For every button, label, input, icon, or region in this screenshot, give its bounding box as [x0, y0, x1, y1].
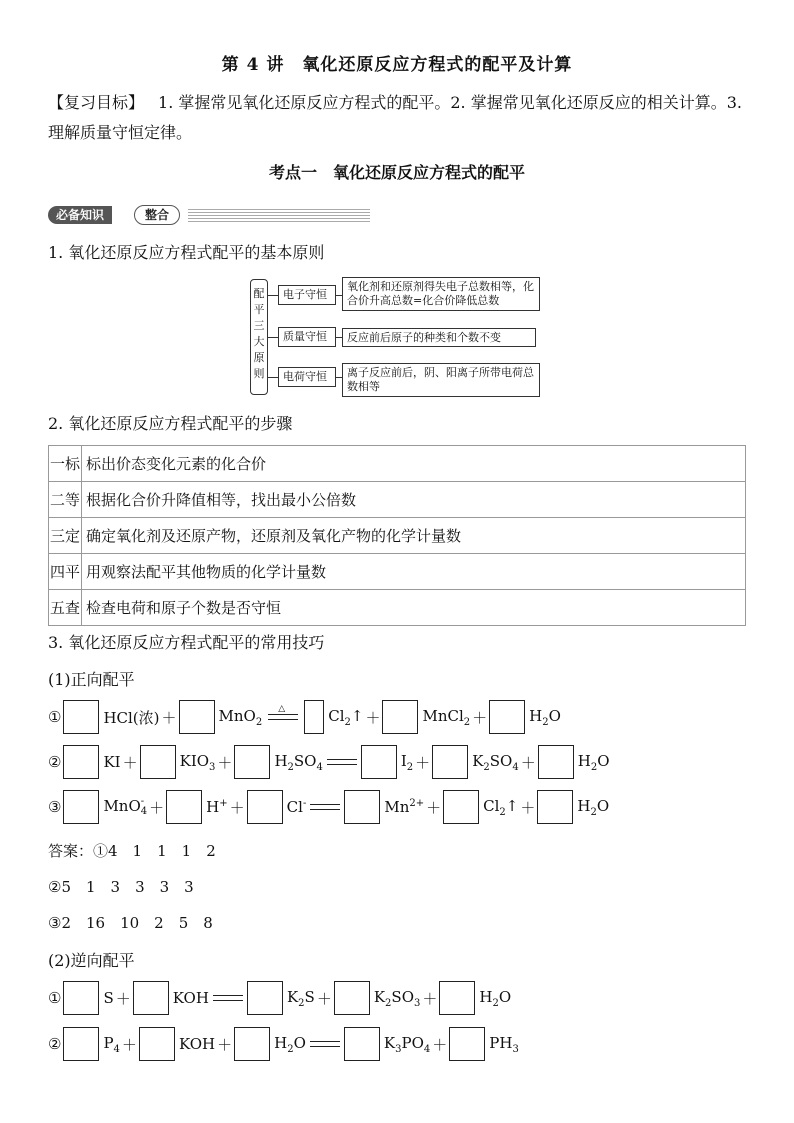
step-key: 三定 — [49, 518, 82, 554]
plus-sign: ＋ — [217, 1035, 233, 1054]
connector — [268, 337, 278, 338]
coefficient-box[interactable] — [538, 745, 574, 779]
heat-equals-sign — [268, 704, 298, 720]
coefficient-box[interactable] — [432, 745, 468, 779]
table-row — [49, 446, 746, 482]
formula: $Mn^{2+}$ — [384, 798, 425, 816]
formula: KI — [103, 753, 121, 771]
plus-sign: ＋ — [217, 753, 233, 772]
formula: $KIO_3$ — [179, 751, 216, 773]
formula: $Cl_2↑$ — [483, 796, 519, 818]
equals-sign — [327, 759, 357, 765]
review-goals-tag: 【复习目标】 — [48, 93, 145, 112]
eq-number: ① — [48, 989, 62, 1007]
formula: $I_2$ — [400, 751, 414, 773]
plus-sign: ＋ — [149, 798, 165, 817]
forward-label: (1)正向配平 — [48, 670, 135, 689]
principle-desc: 离子反应前后，阴、阳离子所带电荷总数相等 — [342, 363, 540, 397]
formula: $H_2O$ — [274, 1033, 306, 1055]
coefficient-box[interactable] — [247, 981, 283, 1015]
coefficient-box[interactable] — [443, 790, 479, 824]
formula: $K_2SO_3$ — [373, 987, 421, 1009]
kaodian-heading: 考点一 氧化还原反应方程式的配平 — [268, 163, 525, 182]
equation-forward-2 — [48, 742, 612, 782]
eq-number: ② — [48, 1035, 62, 1053]
coefficient-box[interactable] — [166, 790, 202, 824]
plus-sign: ＋ — [365, 708, 381, 727]
equation-forward-3 — [48, 787, 611, 827]
page-title: 第 4 讲 氧化还原反应方程式的配平及计算 — [221, 55, 573, 75]
formula: $H_2O$ — [577, 751, 610, 773]
coefficient-box[interactable] — [537, 790, 573, 824]
section3-heading: 3. 氧化还原反应方程式配平的常用技巧 — [48, 633, 325, 652]
coefficient-box[interactable] — [344, 1027, 380, 1061]
step-text: 根据化合价升降值相等，找出最小公倍数 — [82, 482, 746, 518]
coefficient-box[interactable] — [449, 1027, 485, 1061]
steps-table — [48, 445, 746, 626]
step-key: 四平 — [49, 554, 82, 590]
coefficient-box[interactable] — [247, 790, 283, 824]
formula: HCl(浓) — [103, 708, 160, 727]
equation-reverse-2 — [48, 1024, 521, 1064]
principle-name: 电子守恒 — [278, 285, 336, 305]
section1-heading: 1. 氧化还原反应方程式配平的基本原则 — [48, 243, 325, 262]
coefficient-box[interactable] — [344, 790, 380, 824]
formula: $K_3PO_4$ — [383, 1033, 431, 1055]
principle-desc: 氧化剂和还原剂得失电子总数相等，化合价升高总数=化合价降低总数 — [342, 277, 540, 311]
plus-sign: ＋ — [122, 753, 138, 772]
formula: KOH — [172, 989, 209, 1007]
plus-sign: ＋ — [422, 989, 438, 1008]
coefficient-box[interactable] — [234, 1027, 270, 1061]
coefficient-box[interactable] — [439, 981, 475, 1015]
answer-label: 答案： — [48, 842, 94, 860]
reverse-label: (2)逆向配平 — [48, 951, 135, 970]
plus-sign: ＋ — [229, 798, 245, 817]
answer-line-2: ②5 1 3 3 3 3 — [48, 878, 194, 896]
plus-sign: ＋ — [432, 1035, 448, 1054]
heat-symbol: △ — [278, 704, 286, 714]
formula: MnO$_2$ — [218, 706, 263, 728]
plus-sign: ＋ — [121, 1035, 137, 1054]
banner-stripes — [188, 209, 370, 222]
step-text: 标出价态变化元素的化合价 — [82, 446, 746, 482]
connector — [268, 295, 278, 296]
answer-values: ①4 1 1 1 2 — [93, 842, 216, 860]
coefficient-box[interactable] — [140, 745, 176, 779]
coefficient-box[interactable] — [489, 700, 525, 734]
formula: H+ — [206, 798, 228, 816]
coefficient-box[interactable] — [382, 700, 418, 734]
step-key: 二等 — [49, 482, 82, 518]
coefficient-box[interactable] — [63, 700, 99, 734]
equals-sign — [310, 804, 340, 810]
knowledge-banner — [48, 205, 370, 225]
plus-sign: ＋ — [520, 753, 536, 772]
formula: $H_2O$ — [479, 987, 512, 1009]
equals-sign — [310, 1041, 340, 1047]
formula: $H_2O$ — [577, 796, 610, 818]
eq-number: ② — [48, 753, 62, 771]
plus-sign: ＋ — [316, 989, 332, 1008]
plus-sign: ＋ — [426, 798, 442, 817]
review-goals-text: 1. 掌握常见氧化还原反应方程式的配平。2. 掌握常见氧化还原反应的相关计算。3. 理解质量守恒定律。 — [48, 93, 742, 142]
step-key: 五查 — [49, 590, 82, 626]
equation-reverse-1 — [48, 978, 513, 1018]
formula: Cl- — [286, 798, 307, 816]
formula: $PH_3$ — [489, 1033, 519, 1055]
coefficient-box[interactable] — [63, 745, 99, 779]
banner-left-label: 必备知识 — [48, 206, 112, 224]
formula: KOH — [178, 1035, 216, 1053]
formula: S — [103, 989, 114, 1007]
formula: $K_2SO_4$ — [472, 751, 519, 773]
plus-sign: ＋ — [520, 798, 536, 817]
coefficient-box[interactable] — [63, 1027, 99, 1061]
formula: $P_4$ — [103, 1033, 120, 1055]
coefficient-box[interactable] — [133, 981, 169, 1015]
table-row — [49, 554, 746, 590]
coefficient-box[interactable] — [334, 981, 370, 1015]
coefficient-box[interactable] — [361, 745, 397, 779]
step-key: 一标 — [49, 446, 82, 482]
step-text: 确定氧化剂及还原产物，还原剂及氧化产物的化学计量数 — [82, 518, 746, 554]
plus-sign: ＋ — [472, 708, 488, 727]
section2-heading: 2. 氧化还原反应方程式配平的步骤 — [48, 414, 293, 433]
principles-diagram — [250, 277, 542, 399]
principle-desc: 反应前后原子的种类和个数不变 — [342, 328, 536, 347]
coefficient-box[interactable] — [179, 700, 215, 734]
plus-sign: ＋ — [161, 708, 177, 727]
formula: $K_2S$ — [286, 987, 315, 1009]
coefficient-box[interactable] — [63, 790, 99, 824]
principle-name: 质量守恒 — [278, 327, 336, 347]
coefficient-box[interactable] — [234, 745, 270, 779]
plus-sign: ＋ — [415, 753, 431, 772]
formula: $H_2O$ — [529, 706, 561, 728]
equation-forward-1 — [48, 697, 563, 737]
answer-line-1 — [48, 840, 216, 861]
formula: $Cl_2↑$ — [328, 706, 364, 728]
coefficient-box[interactable] — [139, 1027, 175, 1061]
banner-right-label: 整合 — [134, 205, 180, 225]
plus-sign: ＋ — [115, 989, 131, 1008]
principles-main-label: 配平三大原则 — [250, 279, 268, 395]
coefficient-box[interactable] — [304, 700, 324, 734]
step-text: 用观察法配平其他物质的化学计量数 — [82, 554, 746, 590]
review-goals — [48, 88, 748, 148]
formula: MnCl$_2$ — [422, 706, 471, 728]
formula: $H_2SO_4$ — [274, 751, 323, 773]
table-row — [49, 482, 746, 518]
table-row — [49, 590, 746, 626]
table-row — [49, 518, 746, 554]
connector — [268, 377, 278, 378]
principle-name: 电荷守恒 — [278, 367, 336, 387]
answer-line-3: ③2 16 10 2 5 8 — [48, 914, 213, 932]
step-text: 检查电荷和原子个数是否守恒 — [82, 590, 746, 626]
eq-number: ③ — [48, 798, 62, 816]
eq-number: ① — [48, 708, 62, 726]
equals-sign — [213, 995, 243, 1001]
coefficient-box[interactable] — [63, 981, 99, 1015]
formula: MnO - 4 — [103, 796, 148, 817]
